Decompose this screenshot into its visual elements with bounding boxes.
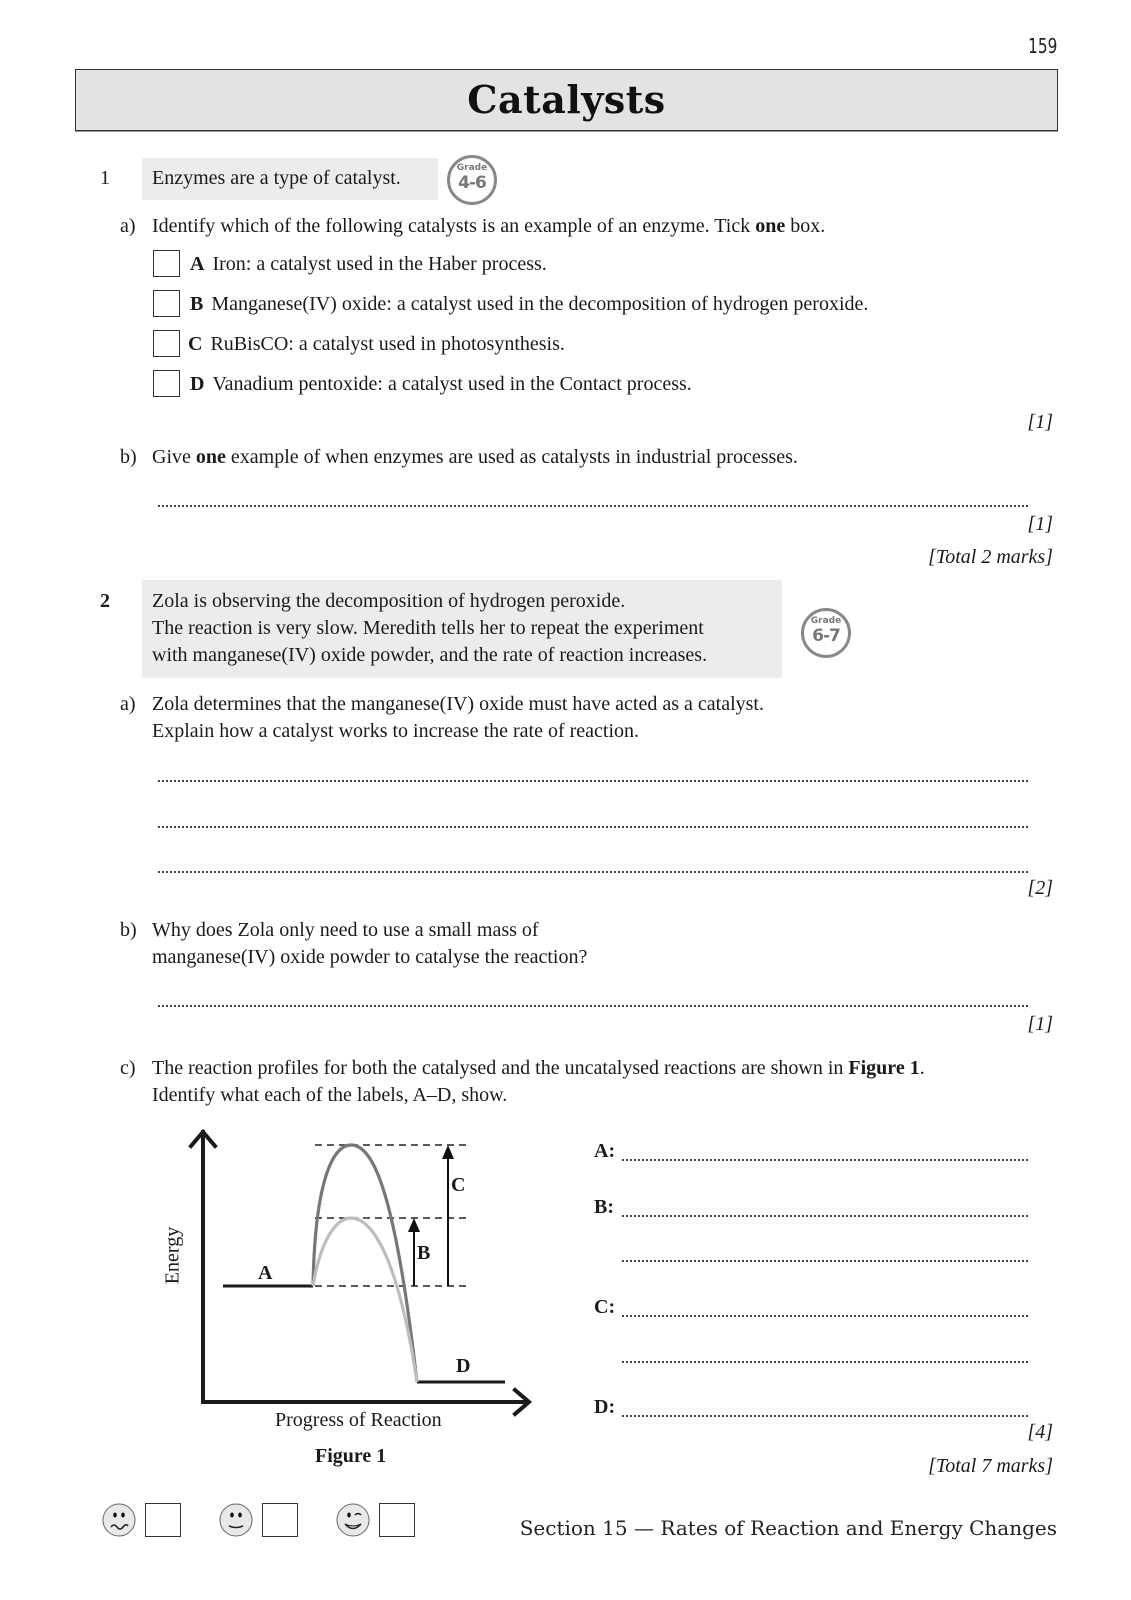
q2a-answer-line-1[interactable]: [158, 780, 1028, 782]
q2b-label: b): [120, 919, 137, 941]
answer-c-line-2[interactable]: [622, 1361, 1028, 1363]
q2a-prompt: Zola determines that the manganese(IV) oxide must have acted as a catalyst. Explain how a catalyst works to increase the rate of reaction.: [152, 693, 764, 742]
grade-badge-6-7: [801, 608, 851, 658]
question-1-intro: Enzymes are a type of catalyst.: [142, 158, 438, 200]
page-number: 159: [1027, 34, 1057, 58]
option-d: D Vanadium pentoxide: a catalyst used in the Contact process.: [190, 373, 692, 395]
option-b-checkbox[interactable]: [153, 290, 180, 317]
q2b-prompt: Why does Zola only need to use a small mass of manganese(IV) oxide powder to catalyse the reaction?: [152, 919, 588, 968]
grade-range: 4-6: [458, 173, 486, 193]
answer-b-line-2[interactable]: [622, 1260, 1028, 1262]
q1a-prompt: Identify which of the following catalysts is an example of an enzyme. Tick one box.: [152, 215, 826, 237]
option-b: B Manganese(IV) oxide: a catalyst used in the decomposition of hydrogen peroxide.: [190, 293, 869, 315]
option-c: C RuBisCO: a catalyst used in photosynthesis.: [188, 333, 565, 355]
option-d-checkbox[interactable]: [153, 370, 180, 397]
question-1-number: 1: [100, 167, 110, 189]
q1a-marks: [1]: [1027, 411, 1053, 433]
option-c-checkbox[interactable]: [153, 330, 180, 357]
q2c-prompt: The reaction profiles for both the catalysed and the uncatalysed reactions are shown in Figure 1. Identify what each of the labels, A–D, show.: [152, 1057, 925, 1106]
q2-total-marks: [Total 7 marks]: [928, 1455, 1053, 1477]
q2b-answer-line[interactable]: [158, 1005, 1028, 1007]
option-a-checkbox[interactable]: [153, 250, 180, 277]
question-2-number: 2: [100, 590, 110, 612]
q2a-answer-line-3[interactable]: [158, 871, 1028, 873]
figure-labels: [161, 1120, 545, 1450]
answer-c-line-1[interactable]: [622, 1315, 1028, 1317]
page-title: Catalysts: [467, 77, 666, 122]
answer-d-label: D:: [594, 1396, 616, 1418]
title-banner: [75, 69, 1058, 131]
x-axis-label: Progress of Reaction: [275, 1409, 442, 1431]
grade-range: 6-7: [812, 626, 840, 646]
answer-c-label: C:: [594, 1296, 616, 1318]
q2a-label: a): [120, 693, 136, 715]
grade-label: Grade: [456, 163, 488, 173]
option-a: A Iron: a catalyst used in the Haber process.: [190, 253, 547, 275]
q2c-label: c): [120, 1057, 136, 1079]
confident-checkbox[interactable]: [379, 1503, 415, 1537]
unhappy-face-icon: [102, 1503, 136, 1537]
q1b-prompt: Give one example of when enzymes are used as catalysts in industrial processes.: [152, 446, 798, 468]
q1-total-marks: [Total 2 marks]: [928, 546, 1053, 568]
section-footer: Section 15 — Rates of Reaction and Energy Changes: [519, 1516, 1057, 1540]
q1a-label: a): [120, 215, 136, 237]
q2a-answer-line-2[interactable]: [158, 826, 1028, 828]
figure-caption: Figure 1: [315, 1445, 387, 1467]
label-c: C: [451, 1174, 466, 1196]
q1b-marks: [1]: [1027, 513, 1053, 535]
answer-b-label: B:: [594, 1196, 614, 1218]
q1b-label: b): [120, 446, 137, 468]
label-d: D: [456, 1355, 471, 1377]
winking-face-icon: [336, 1503, 370, 1537]
ok-checkbox[interactable]: [262, 1503, 298, 1537]
q2c-marks: [4]: [1027, 1421, 1053, 1443]
grade-label: Grade: [810, 616, 842, 626]
neutral-smile-face-icon: [219, 1503, 253, 1537]
answer-a-label: A:: [594, 1140, 616, 1162]
question-2-intro: Zola is observing the decomposition of hydrogen peroxide. The reaction is very slow. Meredith tells her to repeat the experiment with manganese(IV) oxide powder, and the rate of reaction increases.: [142, 580, 782, 678]
y-axis-label: Energy: [161, 1226, 184, 1285]
q1b-answer-line[interactable]: [158, 505, 1028, 507]
q2b-marks: [1]: [1027, 1013, 1053, 1035]
unhappy-checkbox[interactable]: [145, 1503, 181, 1537]
q2a-marks: [2]: [1027, 877, 1053, 899]
answer-d-line[interactable]: [622, 1415, 1028, 1417]
grade-badge-4-6: [447, 155, 497, 205]
answer-a-line[interactable]: [622, 1159, 1028, 1161]
label-b: B: [417, 1242, 431, 1264]
answer-b-line-1[interactable]: [622, 1215, 1028, 1217]
label-a: A: [258, 1262, 273, 1284]
